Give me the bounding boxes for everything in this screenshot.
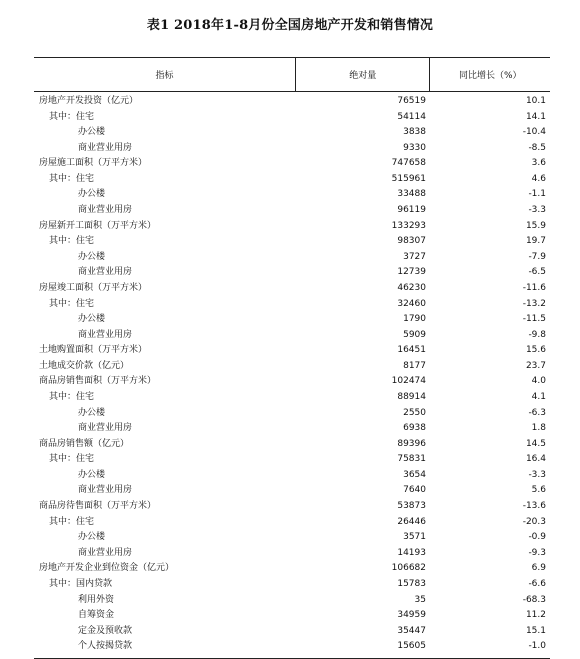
row-label: 商业营业用房 <box>78 423 133 434</box>
row-growth-value: 14.1 <box>525 111 546 122</box>
table-row <box>34 250 550 266</box>
table-row <box>34 593 550 609</box>
row-absolute-value: 75831 <box>397 454 426 465</box>
row-absolute-value: 16451 <box>397 345 426 356</box>
table-row <box>34 281 550 297</box>
row-absolute-value: 6938 <box>403 423 426 434</box>
row-absolute-value: 26446 <box>397 516 426 527</box>
table-row <box>34 328 550 344</box>
table-row <box>34 499 550 515</box>
row-absolute-value: 96119 <box>397 205 426 216</box>
table-row <box>34 156 550 172</box>
table-row <box>34 297 550 313</box>
table-row <box>34 343 550 359</box>
row-absolute-value: 46230 <box>397 282 426 293</box>
row-label: 其中：住宅 <box>49 236 95 247</box>
row-label: 商业营业用房 <box>78 205 133 216</box>
row-growth-value: -3.3 <box>528 205 546 216</box>
row-label: 房地产开发企业到位资金（亿元） <box>39 563 175 574</box>
row-absolute-value: 106682 <box>391 563 426 574</box>
row-growth-value: 3.6 <box>531 158 546 169</box>
table-row <box>34 203 550 219</box>
row-label: 土地购置面积（万平方米） <box>39 345 148 356</box>
row-absolute-value: 515961 <box>391 173 426 184</box>
row-growth-value: 19.7 <box>525 236 546 247</box>
row-growth-value: 23.7 <box>525 360 546 371</box>
row-label: 商业营业用房 <box>78 267 133 278</box>
row-growth-value: 10.1 <box>525 96 546 106</box>
row-label: 利用外资 <box>78 594 115 605</box>
row-growth-value: -6.3 <box>528 407 546 418</box>
row-label: 商品房待售面积（万平方米） <box>39 501 157 512</box>
row-label: 商品房销售面积（万平方米） <box>39 376 157 387</box>
row-growth-value: -9.8 <box>528 329 546 340</box>
row-growth-value: -68.3 <box>522 594 546 605</box>
table-row <box>34 265 550 281</box>
header-growth: 同比增长（%） <box>458 71 522 81</box>
row-label: 其中：住宅 <box>49 111 95 122</box>
row-growth-value: 15.6 <box>525 345 546 356</box>
row-absolute-value: 8177 <box>403 360 426 371</box>
row-label: 商业营业用房 <box>78 329 133 340</box>
row-absolute-value: 33488 <box>397 189 426 200</box>
table-row <box>34 561 550 577</box>
table-row <box>34 359 550 375</box>
row-absolute-value: 3571 <box>403 532 426 543</box>
row-label: 办公楼 <box>78 469 106 480</box>
row-growth-value: -1.1 <box>528 189 546 200</box>
row-growth-value: -6.5 <box>528 267 546 278</box>
row-absolute-value: 2550 <box>403 407 426 418</box>
table-row <box>34 468 550 484</box>
row-label: 办公楼 <box>78 407 106 418</box>
row-growth-value: -7.9 <box>528 251 546 262</box>
row-label: 房屋新开工面积（万平方米） <box>39 220 157 231</box>
header-absolute: 绝对量 <box>296 58 430 91</box>
row-growth-value: 15.1 <box>525 625 546 636</box>
table-row <box>34 125 550 141</box>
row-growth-value: 4.0 <box>531 376 546 387</box>
row-label: 房屋施工面积（万平方米） <box>39 158 148 169</box>
row-label: 办公楼 <box>78 127 106 138</box>
row-absolute-value: 3654 <box>403 469 426 480</box>
row-label: 房地产开发投资（亿元） <box>39 96 139 106</box>
row-growth-value: -11.6 <box>522 282 546 293</box>
table-row <box>34 141 550 157</box>
row-label: 其中：国内贷款 <box>49 578 113 589</box>
row-label: 其中：住宅 <box>49 173 95 184</box>
table-row <box>34 110 550 126</box>
row-absolute-value: 98307 <box>397 236 426 247</box>
row-label: 办公楼 <box>78 314 106 325</box>
row-label: 其中：住宅 <box>49 454 95 465</box>
table-row <box>34 530 550 546</box>
row-label: 办公楼 <box>78 251 106 262</box>
table-row <box>34 437 550 453</box>
row-absolute-value: 34959 <box>397 610 426 621</box>
row-label: 房屋竣工面积（万平方米） <box>39 282 148 293</box>
row-growth-value: 1.8 <box>531 423 546 434</box>
table-row <box>34 94 550 110</box>
table-row <box>34 187 550 203</box>
row-growth-value: -3.3 <box>528 469 546 480</box>
row-label: 土地成交价款（亿元） <box>39 360 130 371</box>
row-absolute-value: 53873 <box>397 501 426 512</box>
row-label: 其中：住宅 <box>49 516 95 527</box>
row-growth-value: -0.9 <box>528 532 546 543</box>
row-absolute-value: 35 <box>414 594 426 605</box>
row-growth-value: 4.6 <box>531 173 546 184</box>
table-row <box>34 374 550 390</box>
row-absolute-value: 1790 <box>403 314 426 325</box>
row-label: 商业营业用房 <box>78 485 133 496</box>
row-absolute-value: 7640 <box>403 485 426 496</box>
row-absolute-value: 15605 <box>397 641 426 652</box>
row-label: 商业营业用房 <box>78 142 133 153</box>
table-row <box>34 639 550 655</box>
table-title: 表1 2018年1-8月份全国房地产开发和销售情况 <box>146 18 434 33</box>
header-indicator: 指标 <box>34 58 296 91</box>
table-row <box>34 483 550 499</box>
table-row <box>34 172 550 188</box>
row-absolute-value: 133293 <box>391 220 426 231</box>
table-row <box>34 234 550 250</box>
table-row <box>34 406 550 422</box>
row-growth-value: -6.6 <box>528 578 546 589</box>
row-growth-value: 16.4 <box>525 454 546 465</box>
row-label: 其中：住宅 <box>49 391 95 402</box>
row-label: 其中：住宅 <box>49 298 95 309</box>
table-row <box>34 577 550 593</box>
table-body <box>34 92 550 658</box>
row-absolute-value: 76519 <box>397 96 426 106</box>
table-row <box>34 624 550 640</box>
row-growth-value: -9.3 <box>528 547 546 558</box>
row-absolute-value: 54114 <box>397 111 426 122</box>
row-absolute-value: 88914 <box>397 391 426 402</box>
row-growth-value: -13.6 <box>522 501 546 512</box>
row-growth-value: 5.6 <box>531 485 546 496</box>
row-label: 商品房销售额（亿元） <box>39 438 130 449</box>
row-absolute-value: 102474 <box>391 376 426 387</box>
row-growth-value: -8.5 <box>528 142 546 153</box>
table-row <box>34 390 550 406</box>
row-growth-value: -13.2 <box>522 298 546 309</box>
row-absolute-value: 3727 <box>403 251 426 262</box>
row-label: 商业营业用房 <box>78 547 133 558</box>
row-growth-value: 14.5 <box>525 438 546 449</box>
table-row <box>34 608 550 624</box>
row-absolute-value: 35447 <box>397 625 426 636</box>
table-header <box>34 58 550 92</box>
row-absolute-value: 747658 <box>391 158 426 169</box>
table-row <box>34 312 550 328</box>
row-absolute-value: 32460 <box>397 298 426 309</box>
row-absolute-value: 12739 <box>397 267 426 278</box>
row-growth-value: 15.9 <box>525 220 546 231</box>
table-row <box>34 219 550 235</box>
row-label: 定金及预收款 <box>78 625 133 636</box>
data-table <box>34 57 550 659</box>
row-label: 办公楼 <box>78 189 106 200</box>
row-growth-value: -1.0 <box>528 641 546 652</box>
row-absolute-value: 89396 <box>397 438 426 449</box>
row-absolute-value: 3838 <box>403 127 426 138</box>
table-row <box>34 515 550 531</box>
row-growth-value: -11.5 <box>522 314 546 325</box>
row-label: 办公楼 <box>78 532 106 543</box>
table-row <box>34 421 550 437</box>
row-absolute-value: 9330 <box>403 142 426 153</box>
row-growth-value: 11.2 <box>525 610 546 621</box>
row-growth-value: 6.9 <box>531 563 546 574</box>
table-row <box>34 546 550 562</box>
row-absolute-value: 15783 <box>397 578 426 589</box>
row-absolute-value: 14193 <box>397 547 426 558</box>
row-growth-value: -10.4 <box>522 127 546 138</box>
row-label: 个人按揭贷款 <box>78 641 133 652</box>
row-growth-value: -20.3 <box>522 516 546 527</box>
row-absolute-value: 5909 <box>403 329 426 340</box>
row-label: 自筹资金 <box>78 610 115 621</box>
row-growth-value: 4.1 <box>531 391 546 402</box>
table-row <box>34 452 550 468</box>
